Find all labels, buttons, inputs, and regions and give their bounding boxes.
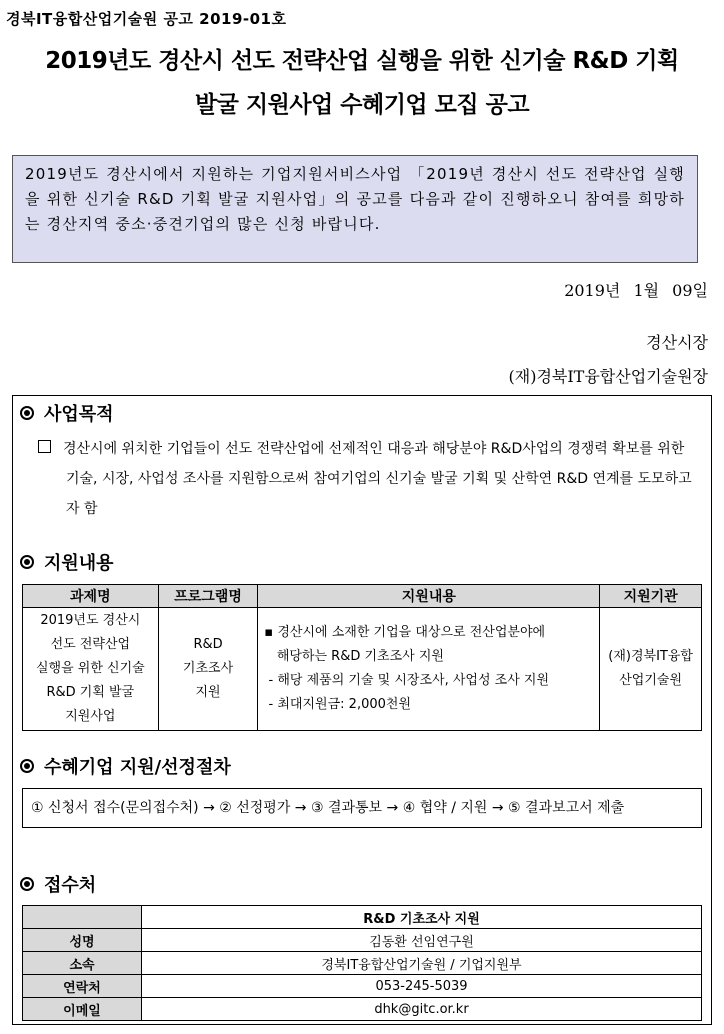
agency-cell <box>600 608 702 731</box>
notice-date: 2019년 1월 09일 <box>564 281 708 300</box>
task-line: 지원사업 <box>65 709 116 724</box>
notice-number: 경북IT융합산업기술원 공고 2019-01호 <box>6 10 287 28</box>
column-header: 프로그램명 <box>158 585 258 608</box>
contact-header-value: R&D 기초조사 지원 <box>142 906 702 929</box>
table-header-row <box>23 585 702 608</box>
content-line: 해당하는 R&D 기초조사 지원 <box>264 649 444 664</box>
support-content-cell <box>258 608 600 731</box>
contact-label: 성명 <box>23 929 142 952</box>
table-row <box>23 952 702 975</box>
agency-line: (재)경북IT융합 <box>608 649 693 664</box>
task-line: R&D 기획 발굴 <box>46 685 135 700</box>
contact-email-value[interactable]: dhk@gitc.or.kr <box>142 998 702 1021</box>
content-line: - 해당 제품의 기술 및 시장조사, 사업성 조사 지원 <box>264 673 550 688</box>
circle-bullet-icon <box>20 877 34 891</box>
signer-mayor: 경산시장 <box>646 333 708 352</box>
contact-table <box>22 905 702 1021</box>
process-box: ① 신청서 접수(문의접수처) → ② 선정평가 → ③ 결과통보 → ④ 협약 / 지원 → ⑤ 결과보고서 제출 <box>22 788 702 828</box>
table-row <box>23 998 702 1021</box>
table-row <box>23 608 702 731</box>
table-row <box>23 929 702 952</box>
agency-line: 산업기술원 <box>619 673 683 688</box>
program-line: 지원 <box>195 685 221 700</box>
column-header: 지원기관 <box>600 585 702 608</box>
contact-label: 연락처 <box>23 975 142 998</box>
program-line: R&D <box>193 637 223 652</box>
task-line: 2019년도 경산시 <box>40 613 141 628</box>
section-purpose-title: 사업목적 <box>44 404 114 425</box>
contact-value: 김동환 선임연구원 <box>142 929 702 952</box>
column-header: 지원내용 <box>258 585 600 608</box>
task-line: 실행을 위한 신기술 <box>35 661 145 676</box>
section-purpose-heading <box>20 400 114 426</box>
contact-value: 053-245-5039 <box>142 975 702 998</box>
checkbox-square-icon <box>38 440 51 453</box>
circle-bullet-icon <box>20 406 34 420</box>
page-title-line2: 발굴 지원사업 수혜기업 모집 공고 <box>194 92 530 118</box>
contact-header-blank <box>23 906 142 929</box>
section-process-title: 수혜기업 지원/선정절차 <box>44 757 231 778</box>
contact-label: 소속 <box>23 952 142 975</box>
circle-bullet-icon <box>20 555 34 569</box>
contact-label: 이메일 <box>23 998 142 1021</box>
table-row <box>23 906 702 929</box>
section-support-heading <box>20 549 114 575</box>
section-contact-heading <box>20 871 96 897</box>
support-table <box>22 584 702 731</box>
page-title-line1: 2019년도 경산시 선도 전략산업 실행을 위한 신기술 R&D 기획 <box>45 48 679 74</box>
section-contact-title: 접수처 <box>44 875 97 896</box>
content-line: ▪ 경산시에 소재한 기업을 대상으로 전산업분야에 <box>264 625 546 640</box>
table-row <box>23 975 702 998</box>
section-process-heading <box>20 753 231 779</box>
task-line: 선도 전략산업 <box>50 637 131 652</box>
program-name-cell <box>158 608 258 731</box>
task-name-cell <box>23 608 159 731</box>
contact-value: 경북IT융합산업기술원 / 기업지원부 <box>142 952 702 975</box>
purpose-text: 경산시에 위치한 기업들이 선도 전략산업에 선제적인 대응과 해당분야 R&D사업의 경쟁력 확보를 위한 기술, 시장, 사업성 조사를 지원함으로써 참여기업의 신기술 발굴 기획 및 산학연 R&D 연계를 도모하고자 함 <box>63 441 692 517</box>
column-header: 과제명 <box>23 585 159 608</box>
circle-bullet-icon <box>20 759 34 773</box>
section-support-title: 지원내용 <box>44 553 114 574</box>
content-line: - 최대지원금: 2,000천원 <box>264 697 412 712</box>
signer-institute: (재)경북IT융합산업기술원장 <box>508 367 708 386</box>
program-line: 기초조사 <box>182 661 234 676</box>
intro-box: 2019년도 경산시에서 지원하는 기업지원서비스사업 「2019년 경산시 선도 전략산업 실행을 위한 신기술 R&D 기획 발굴 지원사업」의 공고를 다음과 같이 진행하오니 참여를 희망하는 경산지역 중소·중견기업의 많은 신청 바랍니다. <box>12 155 698 263</box>
purpose-paragraph <box>38 434 702 524</box>
